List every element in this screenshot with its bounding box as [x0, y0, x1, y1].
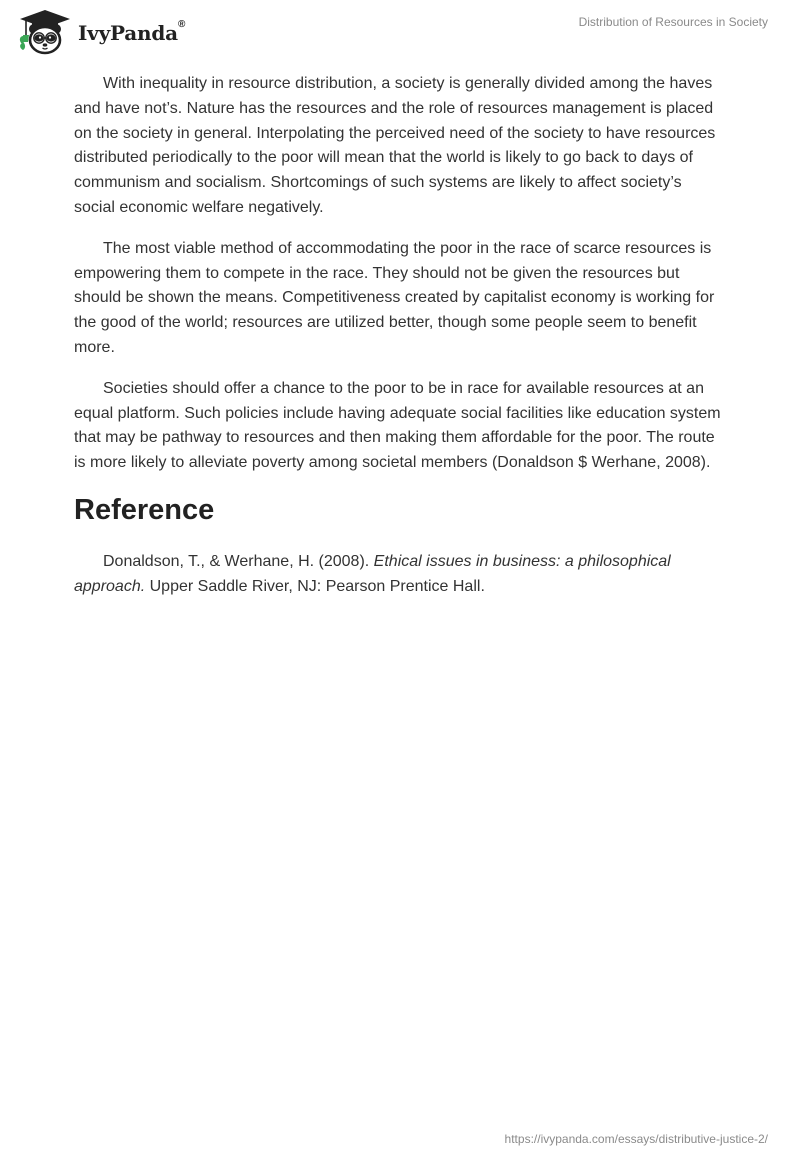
body-paragraph-2: The most viable method of accommodating the poor in the race of scarce resources is empowering them to compete in the race. They should not be given the resources but should be shown the means. Competitiveness created by capitalist economy is working for the good of the world; resources are utilized better, though some people seem to benefit more. — [74, 239, 715, 356]
document-title: Distribution of Resources in Society — [578, 15, 768, 29]
reference-publisher: Upper Saddle River, NJ: Pearson Prentice Hall. — [145, 577, 485, 595]
reference-entry — [74, 550, 726, 600]
body-paragraph-1: With inequality in resource distribution, a society is generally divided among the haves and have not’s. Nature has the resources and the role of resources management is placed on the society in general. Interpolating the perceived need of the society to have resources distributed periodically to the poor will mean that the world is likely to go back to days of communism and socialism. Shortcomings of such systems are likely to affect society’s social economic welfare negatively. — [74, 75, 716, 216]
brand-name: IvyPanda — [78, 21, 178, 45]
registered-mark: ® — [177, 19, 186, 30]
page-header — [0, 0, 800, 60]
essay-content — [74, 72, 726, 616]
footer-url-link[interactable]: https://ivypanda.com/essays/distributive-justice-2/ — [504, 1132, 768, 1146]
reference-authors: Donaldson, T., & Werhane, H. (2008). — [103, 552, 374, 570]
panda-graduate-icon — [16, 8, 74, 56]
reference-title: Ethical issues in business: a philosophical approach. — [74, 552, 671, 595]
logo-wordmark — [78, 21, 185, 45]
body-paragraph-3: Societies should offer a chance to the poor to be in race for available resources at an equal platform. Such policies include having adequate social facilities like education system that may be pathway to resources and then making them affordable for the poor. The route is more likely to alleviate poverty among societal members (Donaldson $ Werhane, 2008). — [74, 379, 721, 472]
ivypanda-logo[interactable] — [16, 8, 185, 56]
reference-heading: Reference — [74, 493, 215, 526]
